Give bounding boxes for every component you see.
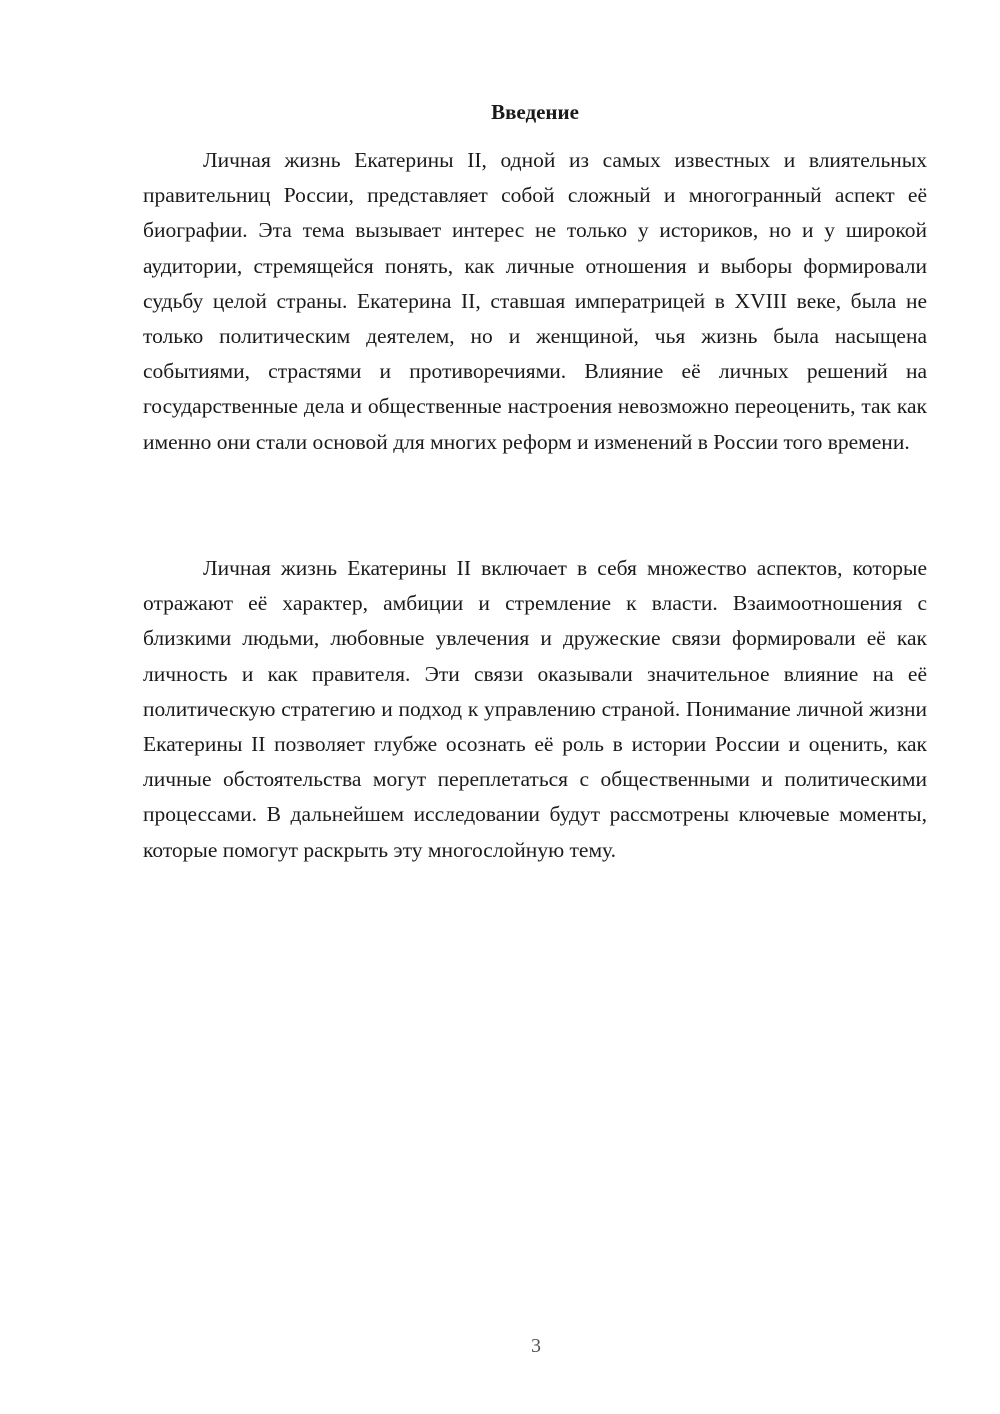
page-number: 3: [531, 1335, 541, 1357]
paragraph-2: Личная жизнь Екатерины II включает в себя множество аспектов, которые отражают её характер, амбиции и стремление к власти. Взаимоотношения с близкими людьми, любовные увлечения и дружеские связи формировали её как личность и как правителя. Эти связи оказывали значительное влияние на её политическую стратегию и подход к управлению страной. Понимание личной жизни Екатерины II позволяет глубже осознать её роль в истории России и оценить, как личные обстоятельства могут переплетаться с общественными и политическими процессами. В дальнейшем исследовании будут рассмотрены ключевые моменты, которые помогут раскрыть эту многослойную тему.: [143, 556, 927, 862]
paragraph-1: Личная жизнь Екатерины II, одной из самых известных и влиятельных правительниц России, представляет собой сложный и многогранный аспект её биографии. Эта тема вызывает интерес не только у историков, но и у широкой аудитории, стремящейся понять, как личные отношения и выборы формировали судьбу целой страны. Екатерина II, ставшая императрицей в XVIII веке, была не только политическим деятелем, но и женщиной, чья жизнь была насыщена событиями, страстями и противоречиями. Влияние её личных решений на государственные дела и общественные настроения невозможно переоценить, так как именно они стали основой для многих реформ и изменений в России того времени.: [143, 148, 927, 454]
page-title: Введение: [491, 100, 579, 124]
